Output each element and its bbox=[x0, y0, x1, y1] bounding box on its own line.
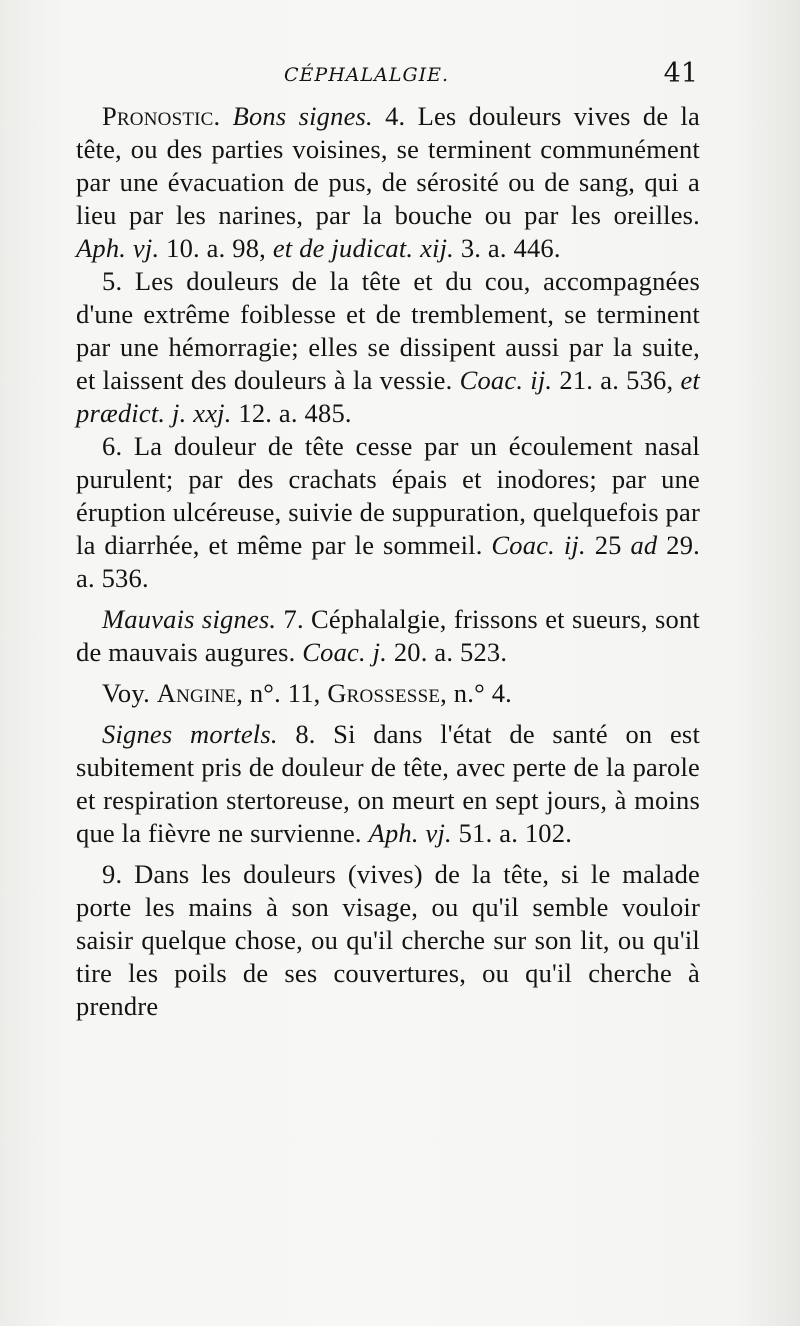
reference: 51. a. 102. bbox=[451, 818, 573, 848]
cross-reference-number: , n.° 4. bbox=[440, 678, 512, 708]
paragraph-text: 6. La douleur de tête cesse par un écoulement nasal purulent; par des crachats épais et inodores; par une éruption ulcéreuse, suivie de suppuration, quelquefois par la diarrhée, et même par le sommeil. bbox=[76, 431, 700, 560]
cross-reference: Grossesse bbox=[327, 678, 441, 708]
subhead-good-signs: Bons signes. bbox=[232, 101, 373, 131]
subhead-fatal-signs: Signes mortels. bbox=[102, 719, 278, 749]
paragraph-text: 9. Dans les douleurs (vives) de la tête, si le malade porte les mains à son visage, ou qu'il semble vouloir saisir quelque chose, ou qu'il cherche sur son lit, ou qu'il tire les poils de ses couvertures, ou qu'il cherche à prendre bbox=[76, 859, 700, 1021]
reference: Coac. ij. bbox=[491, 530, 586, 560]
reference: 12. a. 485. bbox=[231, 398, 352, 428]
paragraph-6 bbox=[76, 430, 700, 595]
paragraph-5 bbox=[76, 265, 700, 430]
paragraph-bad-signs bbox=[76, 603, 700, 669]
page-body bbox=[76, 100, 700, 1023]
reference: Aph. vj. bbox=[368, 818, 452, 848]
subhead-bad-signs: Mauvais signes. bbox=[102, 604, 277, 634]
section-label: Pronostic. bbox=[102, 101, 221, 131]
cross-reference: Angine bbox=[156, 678, 237, 708]
reference: 29. a. 536. bbox=[76, 530, 700, 593]
paragraph-9 bbox=[76, 858, 700, 1023]
reference: 21. a. 536, bbox=[552, 365, 681, 395]
paragraph-text: 7. Céphalalgie, frissons et sueurs, sont de mauvais augures. bbox=[76, 604, 700, 667]
reference: 10. a. 98, bbox=[159, 233, 273, 263]
paragraph-prognosis bbox=[76, 100, 700, 265]
reference: 3. a. 446. bbox=[454, 233, 561, 263]
reference: et de judicat. xij. bbox=[272, 233, 454, 263]
reference: et prædict. j. xxj. bbox=[76, 365, 700, 428]
reference: Coac. j. bbox=[302, 637, 388, 667]
reference: ad bbox=[630, 530, 658, 560]
reference: Coac. ij. bbox=[459, 365, 553, 395]
paragraph-text: 8. Si dans l'état de santé on est subitement pris de douleur de tête, avec perte de la parole et respiration stertoreuse, on meurt en sept jours, à moins que la fièvre ne survienne. bbox=[76, 719, 701, 848]
reference: 20. a. 523. bbox=[387, 637, 508, 667]
paragraph-text: 5. Les douleurs de la tête et du cou, accompagnées d'une extrême foiblesse et de tremblement, se terminent par une hémorragie; elles se dissipent aussi par la suite, et laissent des douleurs à la vessie. bbox=[76, 266, 700, 395]
reference: Aph. vj. bbox=[76, 233, 160, 263]
paragraph-text: 4. Les douleurs vives de la tête, ou des parties voisines, se terminent communément par une évacuation de pus, de sérosité ou de sang, qui a lieu par les narines, par la bouche ou par les oreilles. bbox=[76, 101, 701, 230]
reference: 25 bbox=[585, 530, 631, 560]
paragraph-fatal-signs bbox=[76, 718, 700, 850]
see-also-label: Voy. bbox=[102, 678, 157, 708]
page-number: 41 bbox=[663, 58, 698, 89]
page-header bbox=[68, 58, 698, 98]
cross-reference-number: , n°. 11, bbox=[236, 678, 328, 708]
running-head: CÉPHALALGIE. bbox=[284, 64, 450, 86]
paragraph-see-also bbox=[76, 677, 700, 710]
